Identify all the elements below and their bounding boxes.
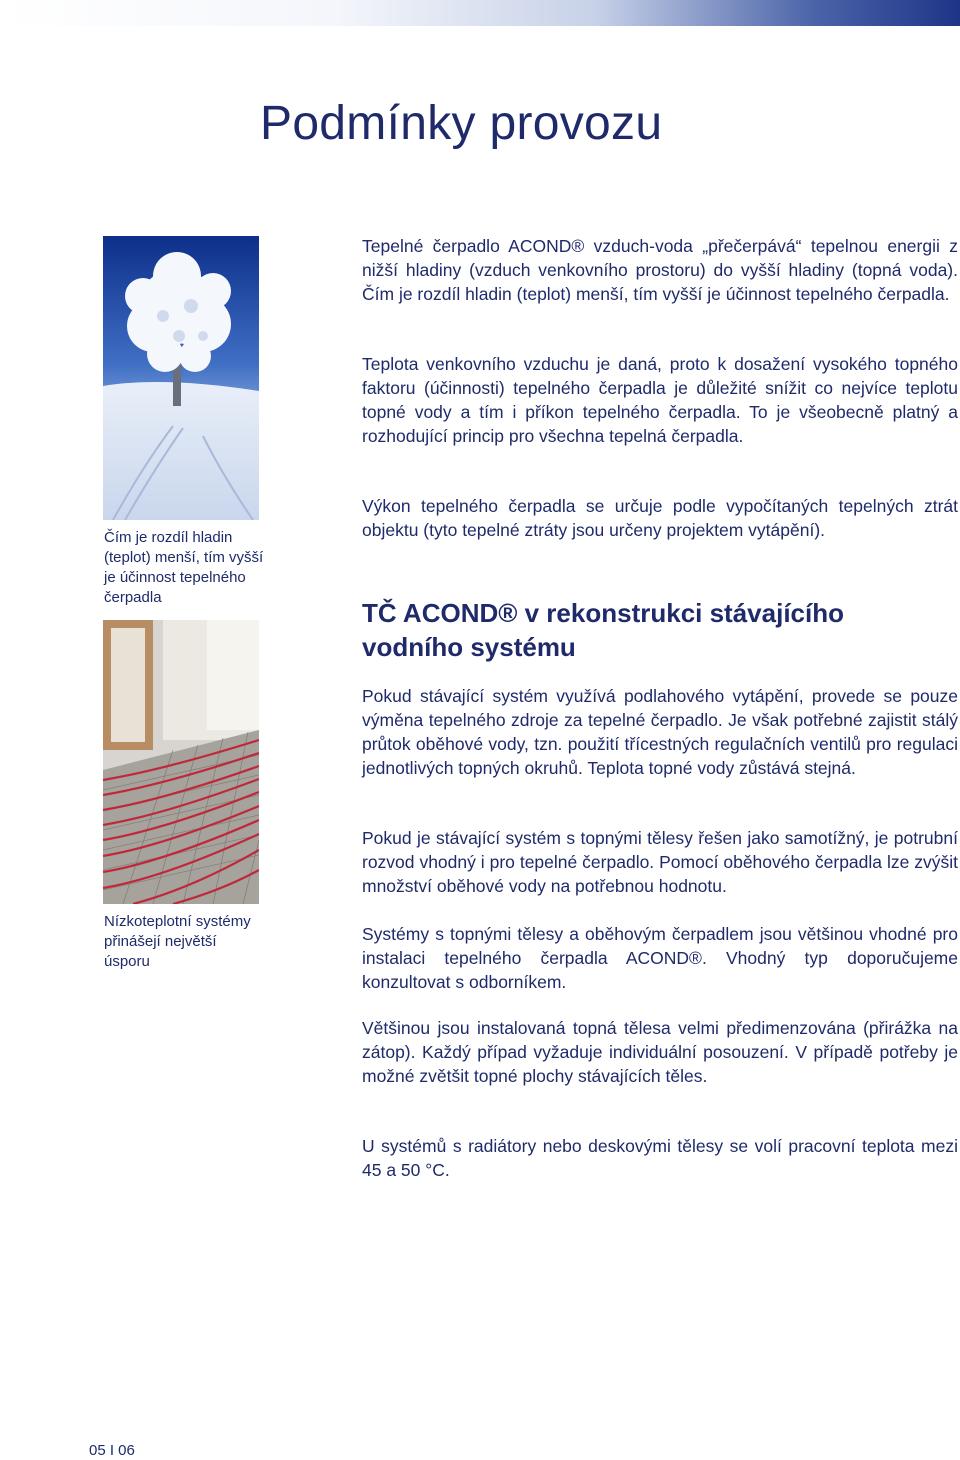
underfloor-heating-photo xyxy=(103,620,259,904)
section-heading-reconstruction: TČ ACOND® v rekonstrukci stávajícího vodního systému xyxy=(362,598,844,662)
paragraph-gravity-system: Pokud je stávající systém s topnými tělesy řešen jako samotížný, je potrubní rozvod vhodný i pro tepelné čerpadlo. Pomocí oběhového čerpadla lze zvýšit množství oběhové vody na potřebnou hodnotu. xyxy=(362,828,958,896)
paragraph-pump-output: Výkon tepelného čerpadla se určuje podle vypočítaných tepelných ztrát objektu (tyto tepelné ztráty jsou určeny projektem vytápění). xyxy=(362,496,958,540)
page-number: 05 I 06 xyxy=(89,1442,135,1459)
caption-efficiency: Čím je rozdíl hladin (teplot) menší, tím vyšší je účinnost tepelného čerpadla xyxy=(104,529,264,606)
paragraph-floor-heating: Pokud stávající systém využívá podlahového vytápění, provede se pouze výměna tepelného zdroje za tepelné čerpadlo. Je však potřebné zajistit stálý průtok oběhové vody, tzn. použití třícestných regulačních ventilů pro regulaci jednotlivých topných okruhů. Teplota topné vody zůstává stejná. xyxy=(362,686,958,778)
caption-low-temperature: Nízkoteplotní systémy přinášejí největší úsporu xyxy=(104,913,251,970)
paragraph-intro: Tepelné čerpadlo ACOND® vzduch-voda „přečerpává“ tepelnou energii z nižší hladiny (vzduch venkovního prostoru) do vyšší hladiny (topná voda). Čím je rozdíl hladin (teplot) menší, tím vyšší je účinnost tepelného čerpadla. xyxy=(362,236,958,304)
paragraph-outdoor-temperature: Teplota venkovního vzduchu je daná, proto k dosažení vysokého topného faktoru (účinnosti) tepelného čerpadla je důležité snížit co nejvíce teplotu topné vody a tím i příkon tepelného čerpadla. To je všeobecně platný a rozhodující princip pro všechna tepelná čerpadla. xyxy=(362,354,958,446)
paragraph-working-temperature: U systémů s radiátory nebo deskovými tělesy se volí pracovní teplota mezi 45 a 50 °C. xyxy=(362,1136,958,1180)
winter-tree-photo xyxy=(103,236,259,520)
page-title: Podmínky provozu xyxy=(260,97,663,150)
top-gradient-bar xyxy=(0,0,960,26)
paragraph-circulation-pump: Systémy s topnými tělesy a oběhovým čerpadlem jsou většinou vhodné pro instalaci tepelného čerpadla ACOND®. Vhodný typ doporučujeme konzultovat s odborníkem. xyxy=(362,924,958,992)
paragraph-oversized-radiators: Většinou jsou instalovaná topná tělesa velmi předimenzována (přirážka na zátop). Každý případ vyžaduje individuální posouzení. V případě potřeby je možné zvětšit topné plochy stávajících těles. xyxy=(362,1018,958,1086)
